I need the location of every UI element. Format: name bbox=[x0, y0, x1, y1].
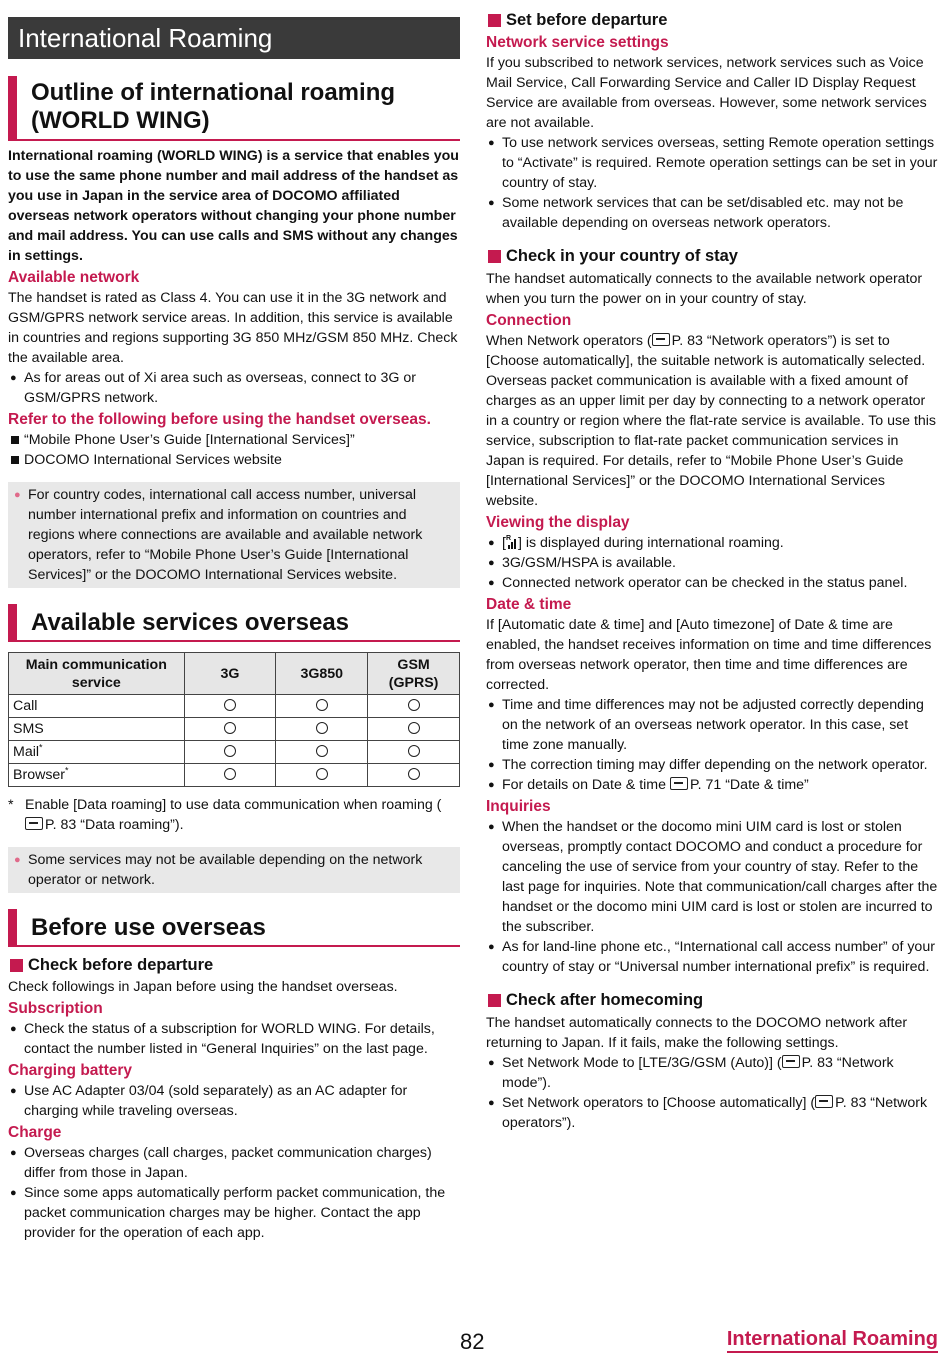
circle-icon bbox=[224, 699, 236, 711]
connection-heading: Connection bbox=[486, 312, 572, 329]
footnote-mark: * bbox=[39, 742, 43, 753]
subscription-bullet: ● Check the status of a subscription for WORLD WING. For details, contact the number listed in “General Inquiries” on the last page. bbox=[8, 1019, 460, 1059]
section-heading-line2: (WORLD WING) bbox=[31, 107, 210, 134]
service-name bbox=[9, 741, 185, 764]
set-before-heading: Set before departure bbox=[486, 10, 938, 30]
table-footnote bbox=[8, 795, 460, 835]
available-mark bbox=[276, 718, 368, 741]
refer-item: “Mobile Phone User’s Guide [International Services]” bbox=[8, 430, 460, 450]
section-heading-before: Before use overseas bbox=[8, 909, 460, 947]
service-name bbox=[9, 695, 185, 718]
reference-icon bbox=[782, 1055, 800, 1068]
connection-text-a: When Network operators ( bbox=[486, 333, 652, 349]
datetime-bullet-b: P. 71 “Date & time” bbox=[689, 777, 809, 793]
table-row bbox=[9, 764, 460, 787]
table-row bbox=[9, 718, 460, 741]
refer-heading: Refer to the following before using the handset overseas. bbox=[8, 411, 431, 428]
footnote-text: Enable [Data roaming] to use data communication when roaming ( bbox=[25, 797, 442, 813]
datetime-bullet bbox=[486, 775, 938, 795]
homecoming-bullet bbox=[486, 1053, 938, 1093]
connection-text-2: Overseas packet communication is available with a fixed amount of charges as an upper limit per day by connecting to a network operator in a country or region where the flat-rate service is available. To use this service, subscription to flat-rate packet communication services in Japan is required. For details, refer to “Mobile Phone User’s Guide [International Services]” or the DOCOMO International Services website. bbox=[486, 373, 937, 509]
reference-icon bbox=[652, 333, 670, 346]
header-line: (GPRS) bbox=[388, 674, 439, 691]
homecoming-bullet-a: Set Network operators to [Choose automatically] ( bbox=[502, 1095, 816, 1111]
display-bullet: ● Connected network operator can be checked in the status panel. bbox=[486, 573, 938, 593]
network-settings-bullet: ● Some network services that can be set/disabled etc. may not be available depending on overseas network operators. bbox=[486, 193, 938, 233]
service-name bbox=[9, 764, 185, 787]
datetime-text: If [Automatic date & time] and [Auto timezone] of Date & time are enabled, the handset receives information on time and time differences from overseas network operator, then time and time differences are corrected. bbox=[486, 617, 932, 693]
reference-icon bbox=[25, 817, 43, 830]
available-mark bbox=[184, 695, 276, 718]
available-mark bbox=[276, 764, 368, 787]
datetime-bullet: ● The correction timing may differ depending on the network operator. bbox=[486, 755, 938, 775]
circle-icon bbox=[316, 745, 328, 757]
circle-icon bbox=[408, 722, 420, 734]
available-network-text: The handset is rated as Class 4. You can use it in the 3G network and GSM/GPRS network service areas. In addition, this service is available in countries and regions supporting 3G 850 MHz/GSM 850 MHz. Check the available area. bbox=[8, 290, 458, 366]
datetime-bullet-a: For details on Date & time bbox=[502, 777, 670, 793]
check-before-heading: Check before departure bbox=[8, 955, 460, 975]
reference-icon bbox=[815, 1095, 833, 1108]
datetime-heading: Date & time bbox=[486, 596, 572, 613]
service-name bbox=[9, 718, 185, 741]
network-settings-text: If you subscribed to network services, network services such as Voice Mail Service, Call Forwarding Service and Caller ID Display Request Service are available from overseas. However, some network services are not available. bbox=[486, 55, 927, 131]
table-header-main bbox=[9, 653, 185, 695]
network-settings-bullet: ● To use network services overseas, setting Remote operation settings to “Activate” is required. Remote operation settings can be set in your country of stay. bbox=[486, 133, 938, 193]
roaming-signal-icon: R bbox=[506, 535, 518, 549]
circle-icon bbox=[224, 722, 236, 734]
circle-icon bbox=[316, 722, 328, 734]
available-mark bbox=[184, 764, 276, 787]
section-heading-outline bbox=[8, 76, 460, 141]
outline-intro: International roaming (WORLD WING) is a service that enables you to use the same phone number and mail address of the handset as you use in Japan in the service area of DOCOMO affiliated overseas network operators without changing your phone number and mail address. You can use calls and SMS without any changes in settings. bbox=[8, 148, 459, 264]
circle-icon bbox=[224, 768, 236, 780]
right-column bbox=[486, 0, 938, 1133]
circle-icon bbox=[408, 745, 420, 757]
header-line: Main communication bbox=[25, 656, 167, 673]
charge-heading: Charge bbox=[8, 1124, 62, 1141]
table-header-3g850: 3G850 bbox=[276, 653, 368, 695]
check-stay-heading: Check in your country of stay bbox=[486, 246, 938, 266]
circle-icon bbox=[316, 699, 328, 711]
available-mark bbox=[368, 695, 460, 718]
header-line: GSM bbox=[397, 656, 430, 673]
available-mark bbox=[184, 741, 276, 764]
available-mark bbox=[368, 764, 460, 787]
page-number: 82 bbox=[460, 1329, 485, 1354]
display-bullet: ● 3G/GSM/HSPA is available. bbox=[486, 553, 938, 573]
reference-icon bbox=[670, 777, 688, 790]
table-row bbox=[9, 741, 460, 764]
table-header-3g: 3G bbox=[184, 653, 276, 695]
inquiries-bullet: ● When the handset or the docomo mini UIM card is lost or stolen overseas, promptly contact DOCOMO and conduct a procedure for canceling the use of service from your country of stay. Refer to the last page for inquiries. Note that communication/call charges after the handset or the docomo mini UIM card is lost or stolen are incurred to the subscriber. bbox=[486, 817, 938, 937]
table-header-gsm bbox=[368, 653, 460, 695]
subscription-heading: Subscription bbox=[8, 1000, 103, 1017]
charging-bullet: ● Use AC Adapter 03/04 (sold separately) as an AC adapter for charging while traveling overseas. bbox=[8, 1081, 460, 1121]
available-mark bbox=[184, 718, 276, 741]
circle-icon bbox=[316, 768, 328, 780]
inquiries-heading: Inquiries bbox=[486, 798, 551, 815]
available-network-bullet: ● As for areas out of Xi area such as overseas, connect to 3G or GSM/GPRS network. bbox=[8, 368, 460, 408]
footnote-ref: P. 83 “Data roaming”). bbox=[45, 817, 184, 833]
check-stay-text: The handset automatically connects to the available network operator when you turn the power on in your country of stay. bbox=[486, 271, 923, 307]
outline-note: ● For country codes, international call access number, universal number international prefix and information on countries and regions where connections are available and available network operators, refer to “Mobile Phone User’s Guide [International Services]” or the DOCOMO International Services website. bbox=[8, 482, 460, 588]
circle-icon bbox=[408, 768, 420, 780]
refer-item: DOCOMO International Services website bbox=[8, 450, 460, 470]
homecoming-bullet bbox=[486, 1093, 938, 1133]
service-label: Mail bbox=[13, 744, 40, 760]
table-row bbox=[9, 695, 460, 718]
available-mark bbox=[368, 741, 460, 764]
charge-bullet: ● Since some apps automatically perform packet communication, the packet communication charges may be higher. Contact the app provider for the operation of each app. bbox=[8, 1183, 460, 1243]
inquiries-bullet: ● As for land-line phone etc., “International call access number” of your country of stay or “Universal number international prefix” is required. bbox=[486, 937, 938, 977]
header-line: service bbox=[71, 674, 121, 691]
table-header-row bbox=[9, 653, 460, 695]
services-note: ● Some services may not be available depending on the network operator or network. bbox=[8, 847, 460, 893]
homecoming-text: The handset automatically connects to the DOCOMO network after returning to Japan. If it fails, make the following settings. bbox=[486, 1015, 908, 1051]
connection-text bbox=[486, 331, 938, 371]
circle-icon bbox=[408, 699, 420, 711]
charge-bullet: ● Overseas charges (call charges, packet communication charges) differ from those in Japan. bbox=[8, 1143, 460, 1183]
service-label: Browser bbox=[13, 767, 66, 783]
footer-chapter-link[interactable]: International Roaming bbox=[727, 1327, 938, 1353]
homecoming-bullet-a: Set Network Mode to [LTE/3G/GSM (Auto)] ( bbox=[502, 1055, 782, 1071]
footnote-mark: * bbox=[65, 765, 69, 776]
circle-icon bbox=[224, 745, 236, 757]
section-heading-line1: Outline of international roaming bbox=[31, 79, 396, 106]
available-mark bbox=[368, 718, 460, 741]
services-table bbox=[8, 652, 460, 787]
chapter-banner: International Roaming bbox=[8, 17, 460, 59]
network-settings-heading: Network service settings bbox=[486, 34, 669, 51]
homecoming-bullet-b: P. 83 “Network mode”). bbox=[502, 1055, 894, 1091]
service-label: Call bbox=[13, 698, 38, 714]
connection-text-b: P. 83 “Network operators”) is set to [Choose automatically], the suitable network is automatically selected. bbox=[486, 333, 926, 369]
available-mark bbox=[276, 695, 368, 718]
display-bullet-text: ] is displayed during international roaming. bbox=[517, 535, 784, 551]
homecoming-bullet-b: P. 83 “Network operators”). bbox=[502, 1095, 928, 1131]
charging-heading: Charging battery bbox=[8, 1062, 133, 1079]
section-heading-services: Available services overseas bbox=[8, 604, 460, 642]
display-bullet: ● [ R ] is displayed during international roaming. bbox=[486, 533, 938, 553]
left-column bbox=[8, 0, 460, 1243]
service-label: SMS bbox=[13, 721, 44, 737]
available-mark bbox=[276, 741, 368, 764]
available-network-heading: Available network bbox=[8, 269, 140, 286]
display-heading: Viewing the display bbox=[486, 514, 630, 531]
check-before-text: Check followings in Japan before using the handset overseas. bbox=[8, 979, 398, 995]
datetime-bullet: ● Time and time differences may not be adjusted correctly depending on the network of an overseas network operator. In this case, set time zone manually. bbox=[486, 695, 938, 755]
homecoming-heading: Check after homecoming bbox=[486, 990, 938, 1010]
